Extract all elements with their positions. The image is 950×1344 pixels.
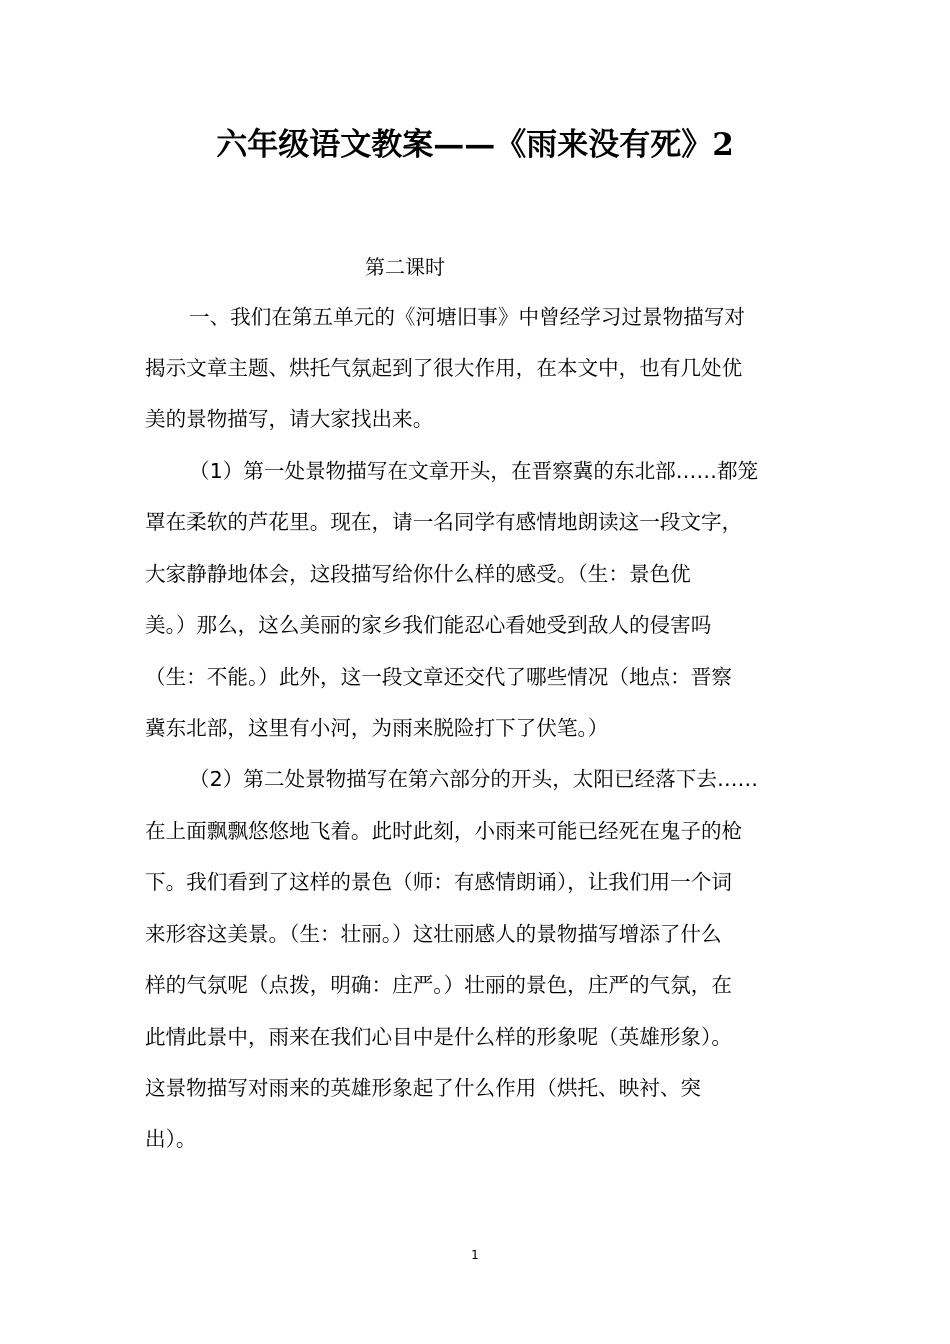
paragraph-line: 下。我们看到了这样的景色（师：有感情朗诵），让我们用一个词 (145, 870, 732, 894)
paragraph-line: （生：不能。）此外，这一段文章还交代了哪些情况（地点：晋察 (145, 665, 732, 689)
paragraph-line: 在上面飘飘悠悠地飞着。此时此刻，小雨来可能已经死在鬼子的枪 (145, 819, 743, 843)
paragraph-line: （2）第二处景物描写在第六部分的开头，太阳已经落下去…… (189, 767, 759, 791)
page-number: 1 (471, 1248, 479, 1262)
paragraph-line: 美。）那么，这么美丽的家乡我们能忍心看她受到敌人的侵害吗 (145, 613, 712, 637)
paragraph-line: 出）。 (145, 1127, 197, 1151)
paragraph-line: （1）第一处景物描写在文章开头，在晋察冀的东北部……都笼 (189, 459, 759, 483)
document-title: 六年级语文教案——《雨来没有死》2 (216, 127, 734, 163)
paragraph-line: 这景物描写对雨来的英雄形象起了什么作用（烘托、映衬、突 (145, 1076, 702, 1100)
paragraph-line: 美的景物描写，请大家找出来。 (145, 407, 434, 431)
paragraph-line: 冀东北部，这里有小河，为雨来脱险打下了伏笔。） (145, 716, 609, 740)
paragraph-line: 一、我们在第五单元的《河塘旧事》中曾经学习过景物描写对 (189, 305, 746, 329)
lesson-subtitle: 第二课时 (365, 255, 445, 279)
paragraph-line: 罩在柔软的芦花里。现在，请一名同学有感情地朗读这一段文字， (145, 510, 743, 534)
paragraph-line: 揭示文章主题、烘托气氛起到了很大作用，在本文中，也有几处优 (145, 356, 743, 380)
paragraph-line: 此情此景中，雨来在我们心目中是什么样的形象呢（英雄形象）。 (145, 1025, 732, 1049)
paragraph-line: 来形容这美景。（生：壮丽。）这壮丽感人的景物描写增添了什么 (145, 922, 722, 946)
paragraph-line: 样的气氛呢（点拨，明确：庄严。）壮丽的景色，庄严的气氛，在 (145, 973, 732, 997)
paragraph-line: 大家静静地体会，这段描写给你什么样的感受。（生：景色优 (145, 562, 691, 586)
